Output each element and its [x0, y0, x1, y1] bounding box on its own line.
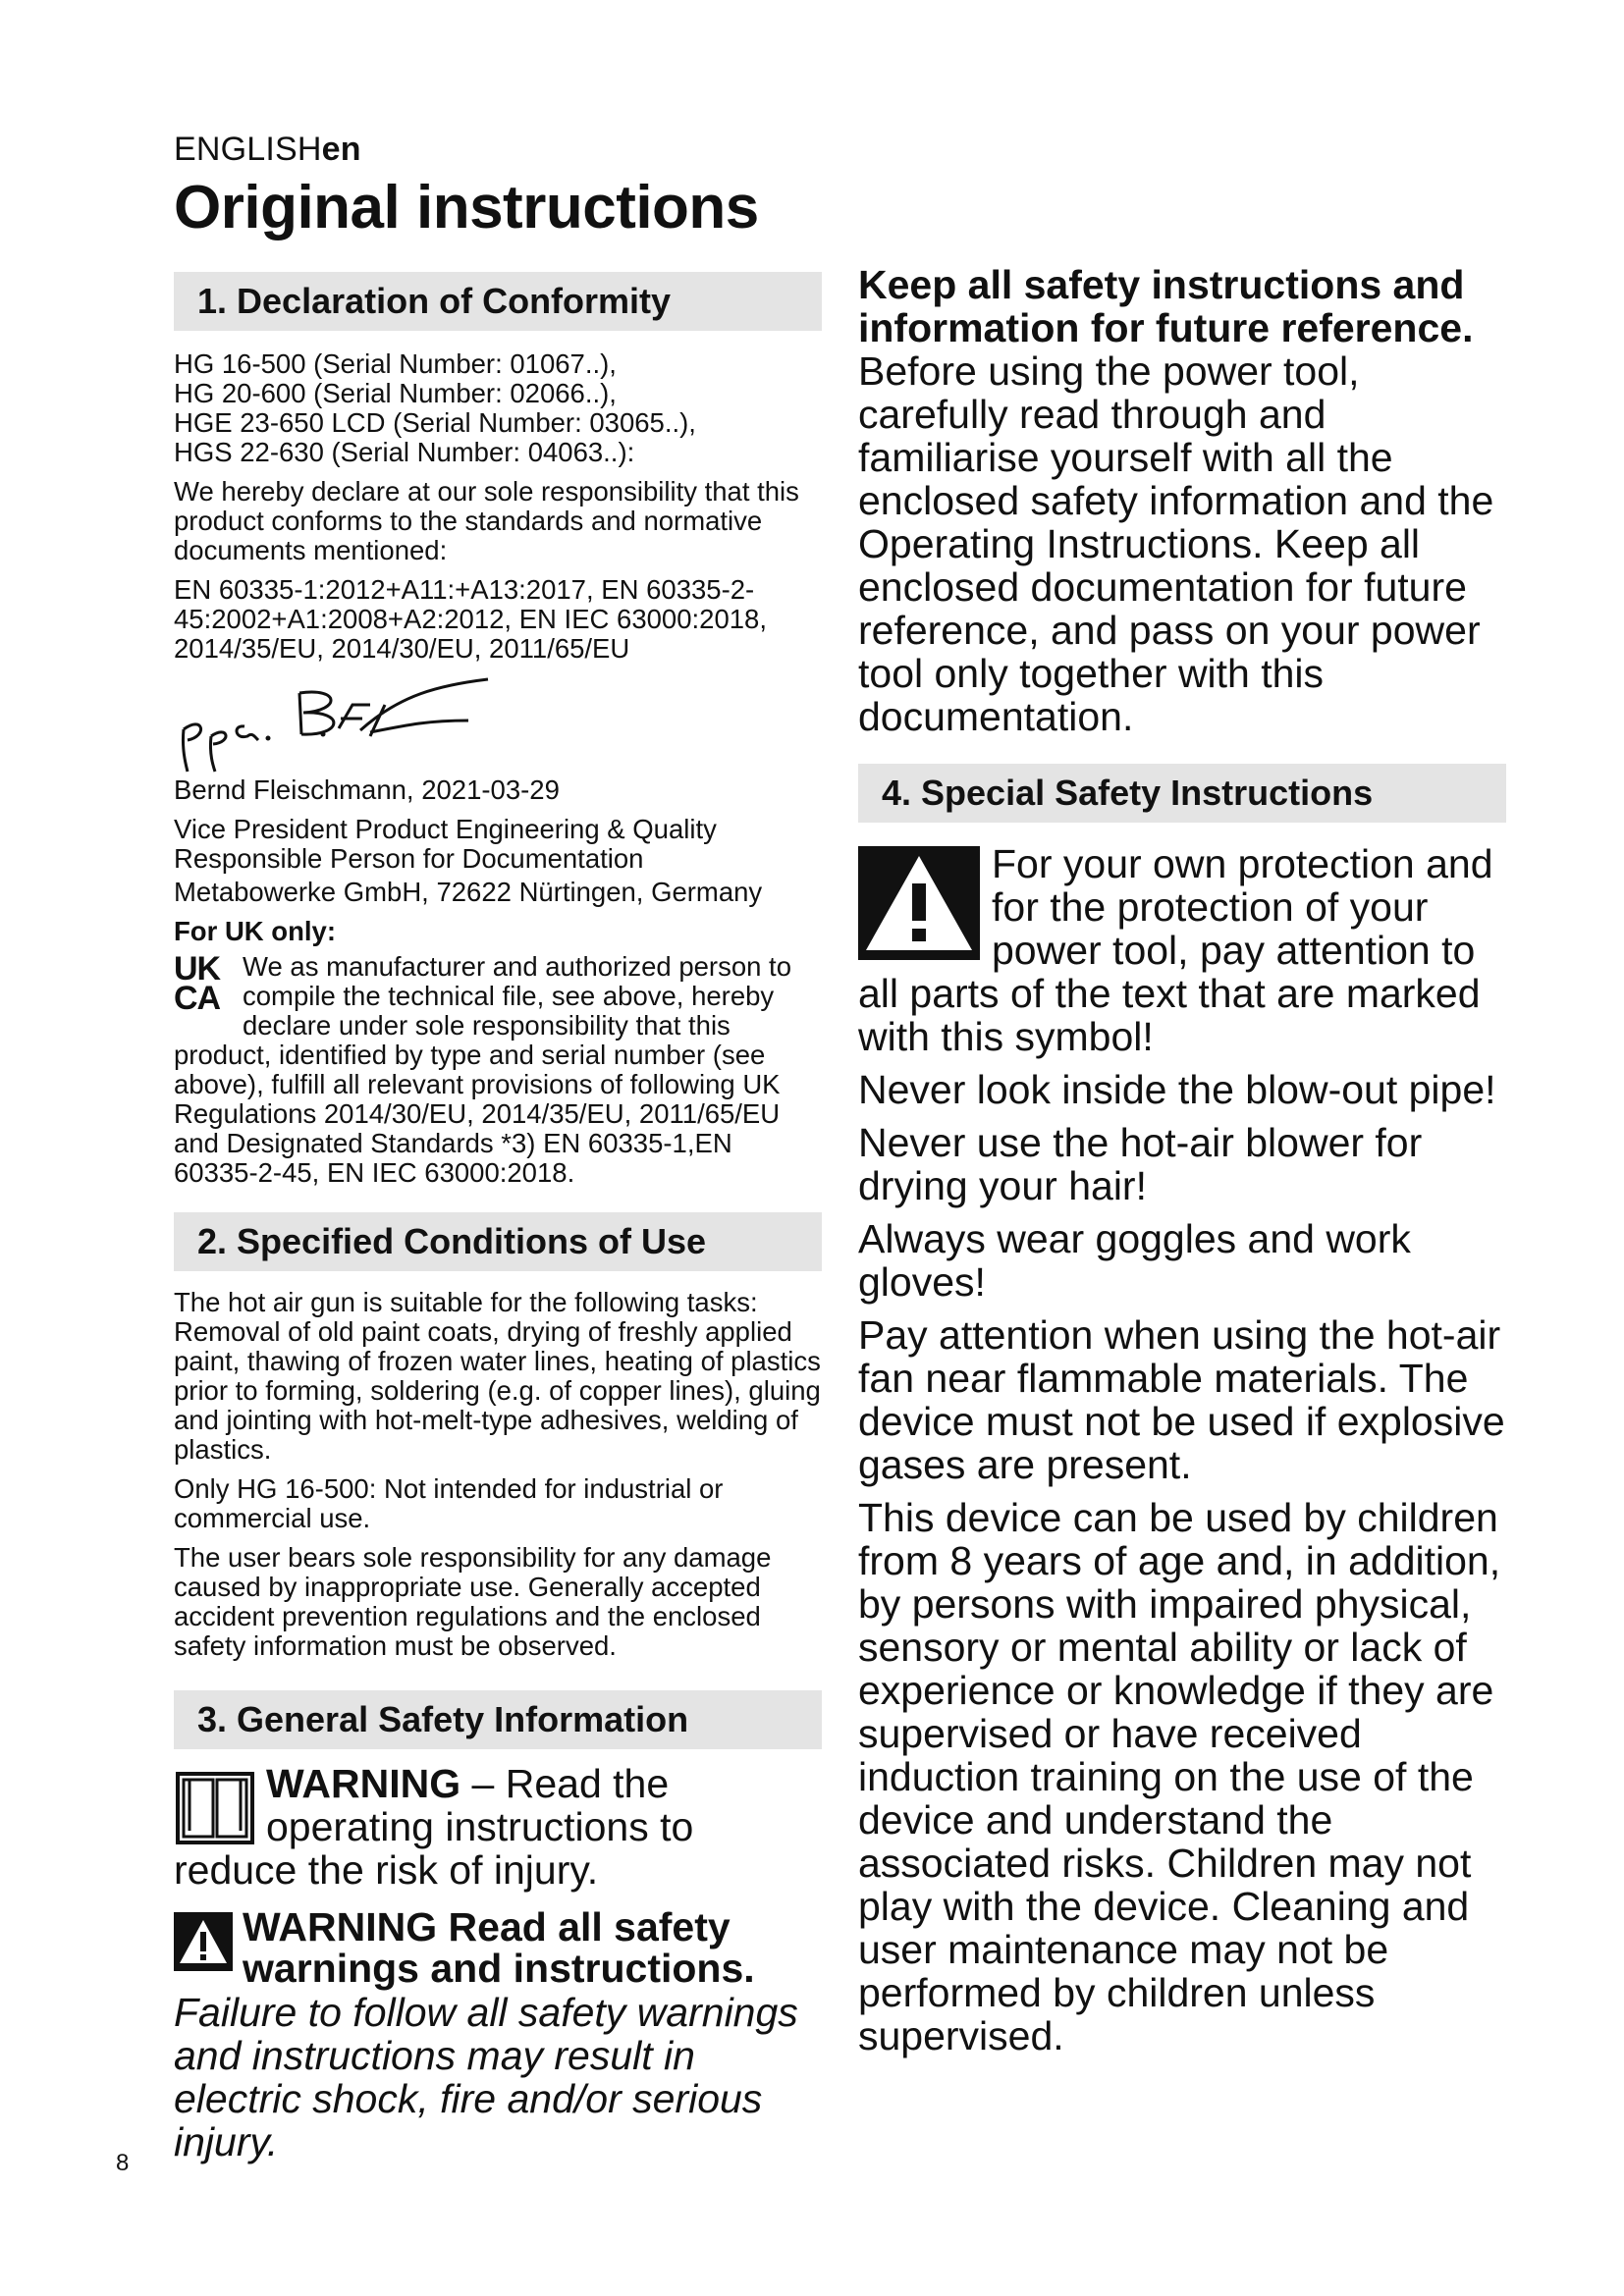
- warning-read-all-italic: Failure to follow all safety warnings and instructions may result in electric shock, fire and/or serious injury.: [174, 1990, 798, 2164]
- section-4-body: [858, 842, 1506, 2067]
- ukca-mark-icon: [174, 950, 239, 1017]
- warning-triangle-icon: [858, 846, 980, 960]
- section-2-heading: 2. Specified Conditions of Use: [174, 1212, 822, 1271]
- conditions-paragraph: The hot air gun is suitable for the following tasks: Removal of old paint coats, drying of freshly applied paint, thawing of frozen water lines, heating of plastics prior to forming, soldering (e.g. of copper lines), gluing and jointing with hot-melt-type adhesives, welding of plastics.: [174, 1287, 821, 1465]
- warning-read-manual: [174, 1762, 822, 1892]
- warning-read-text: – Read the operating instructions to reduce the risk of injury.: [174, 1761, 694, 1893]
- page-number: 8: [116, 2150, 130, 2176]
- language-code: en: [321, 131, 361, 168]
- section-2-body: [174, 1288, 822, 1671]
- language-label: [174, 131, 361, 169]
- signature-image: [174, 675, 508, 774]
- model-line: HGS 22-630 (Serial Number: 04063..):: [174, 437, 635, 467]
- declaration-block: [174, 349, 822, 673]
- model-line: HG 16-500 (Serial Number: 01067..),: [174, 348, 617, 379]
- model-list: [174, 349, 822, 467]
- uk-declaration-text: We as manufacturer and authorized person to compile the technical file, see above, hereby declare under sole responsibility that this product, identified by type and serial number (see above), fulfill all relevant provisions of following UK Regulations 2014/30/EU, 2014/35/EU, 2011/65/EU and Designated Standards *3) EN 60335-1,EN 60335-2-45, EN IEC 63000:2018.: [174, 951, 791, 1188]
- safety-instruction: This device can be used by children from 8 years of age and, in addition, by persons with impaired physical, sensory or mental ability or lack of experience or knowledge if they are supervised or have received induction training on the use of the device and understand the associated risks. Children may not play with the device. Cleaning and user maintenance may not be performed by children unless supervised.: [858, 1495, 1501, 2058]
- page-title: Original instructions: [174, 174, 759, 241]
- warning-read-all: [174, 1906, 822, 2163]
- safety-instruction: Always wear goggles and work gloves!: [858, 1216, 1411, 1305]
- company-address: Metabowerke GmbH, 72622 Nürtingen, Germany: [174, 877, 763, 907]
- language-name: ENGLISH: [174, 131, 322, 168]
- safety-instruction: Pay attention when using the hot-air fan near flammable materials. The device must not be used if explosive gases are present.: [858, 1312, 1505, 1487]
- model-line: HGE 23-650 LCD (Serial Number: 03065..),: [174, 407, 696, 438]
- keep-instructions-heading: Keep all safety instructions and information for future reference.: [858, 262, 1474, 350]
- section-3-heading: 3. General Safety Information: [174, 1690, 822, 1749]
- keep-instructions-block: [858, 263, 1506, 738]
- symbol-notice-text: For your own protection and for the protection of your power tool, pay attention to all parts of the text that are marked with this symbol!: [858, 841, 1493, 1059]
- safety-instruction: Never use the hot-air blower for drying your hair!: [858, 1120, 1423, 1208]
- ukca-mark-bottom: CA: [174, 980, 221, 1017]
- keep-instructions-text: Before using the power tool, carefully read through and familiarise yourself with all the enclosed safety information and the Operating Instructions. Keep all enclosed documentation for future reference, and pass on your power tool only together with this documentation.: [858, 348, 1494, 739]
- warning-label: WARNING: [266, 1761, 461, 1806]
- section-1-heading: 1. Declaration of Conformity: [174, 272, 822, 331]
- safety-instruction: Never look inside the blow-out pipe!: [858, 1067, 1496, 1112]
- signer-role: Vice President Product Engineering & Quality Responsible Person for Documentation: [174, 814, 717, 874]
- model-line: HG 20-600 (Serial Number: 02066..),: [174, 378, 617, 408]
- ukca-mark-top: UK: [174, 950, 221, 988]
- declaration-text: We hereby declare at our sole responsibility that this product conforms to the standards and normative documents mentioned:: [174, 476, 799, 565]
- signer-name: Bernd Fleischmann, 2021-03-29: [174, 774, 560, 805]
- uk-declaration: [174, 952, 822, 1188]
- uk-heading: For UK only:: [174, 916, 336, 946]
- warning-triangle-icon: [174, 1912, 233, 1971]
- manual-book-icon: [174, 1766, 256, 1848]
- signer-block: [174, 775, 822, 1188]
- section-4-heading: 4. Special Safety Instructions: [858, 764, 1506, 823]
- warning-read-all-bold: WARNING Read all safety warnings and instructions.: [243, 1904, 755, 1991]
- conditions-paragraph: The user bears sole responsibility for any damage caused by inappropriate use. Generally accepted accident prevention regulations and the enclosed safety information must be observed.: [174, 1542, 772, 1661]
- symbol-notice: [858, 842, 1506, 1058]
- standards-text: EN 60335-1:2012+A11:+A13:2017, EN 60335-2-45:2002+A1:2008+A2:2012, EN IEC 63000:2018, 2014/35/EU, 2014/30/EU, 2011/65/EU: [174, 574, 767, 664]
- conditions-paragraph: Only HG 16-500: Not intended for industrial or commercial use.: [174, 1473, 724, 1533]
